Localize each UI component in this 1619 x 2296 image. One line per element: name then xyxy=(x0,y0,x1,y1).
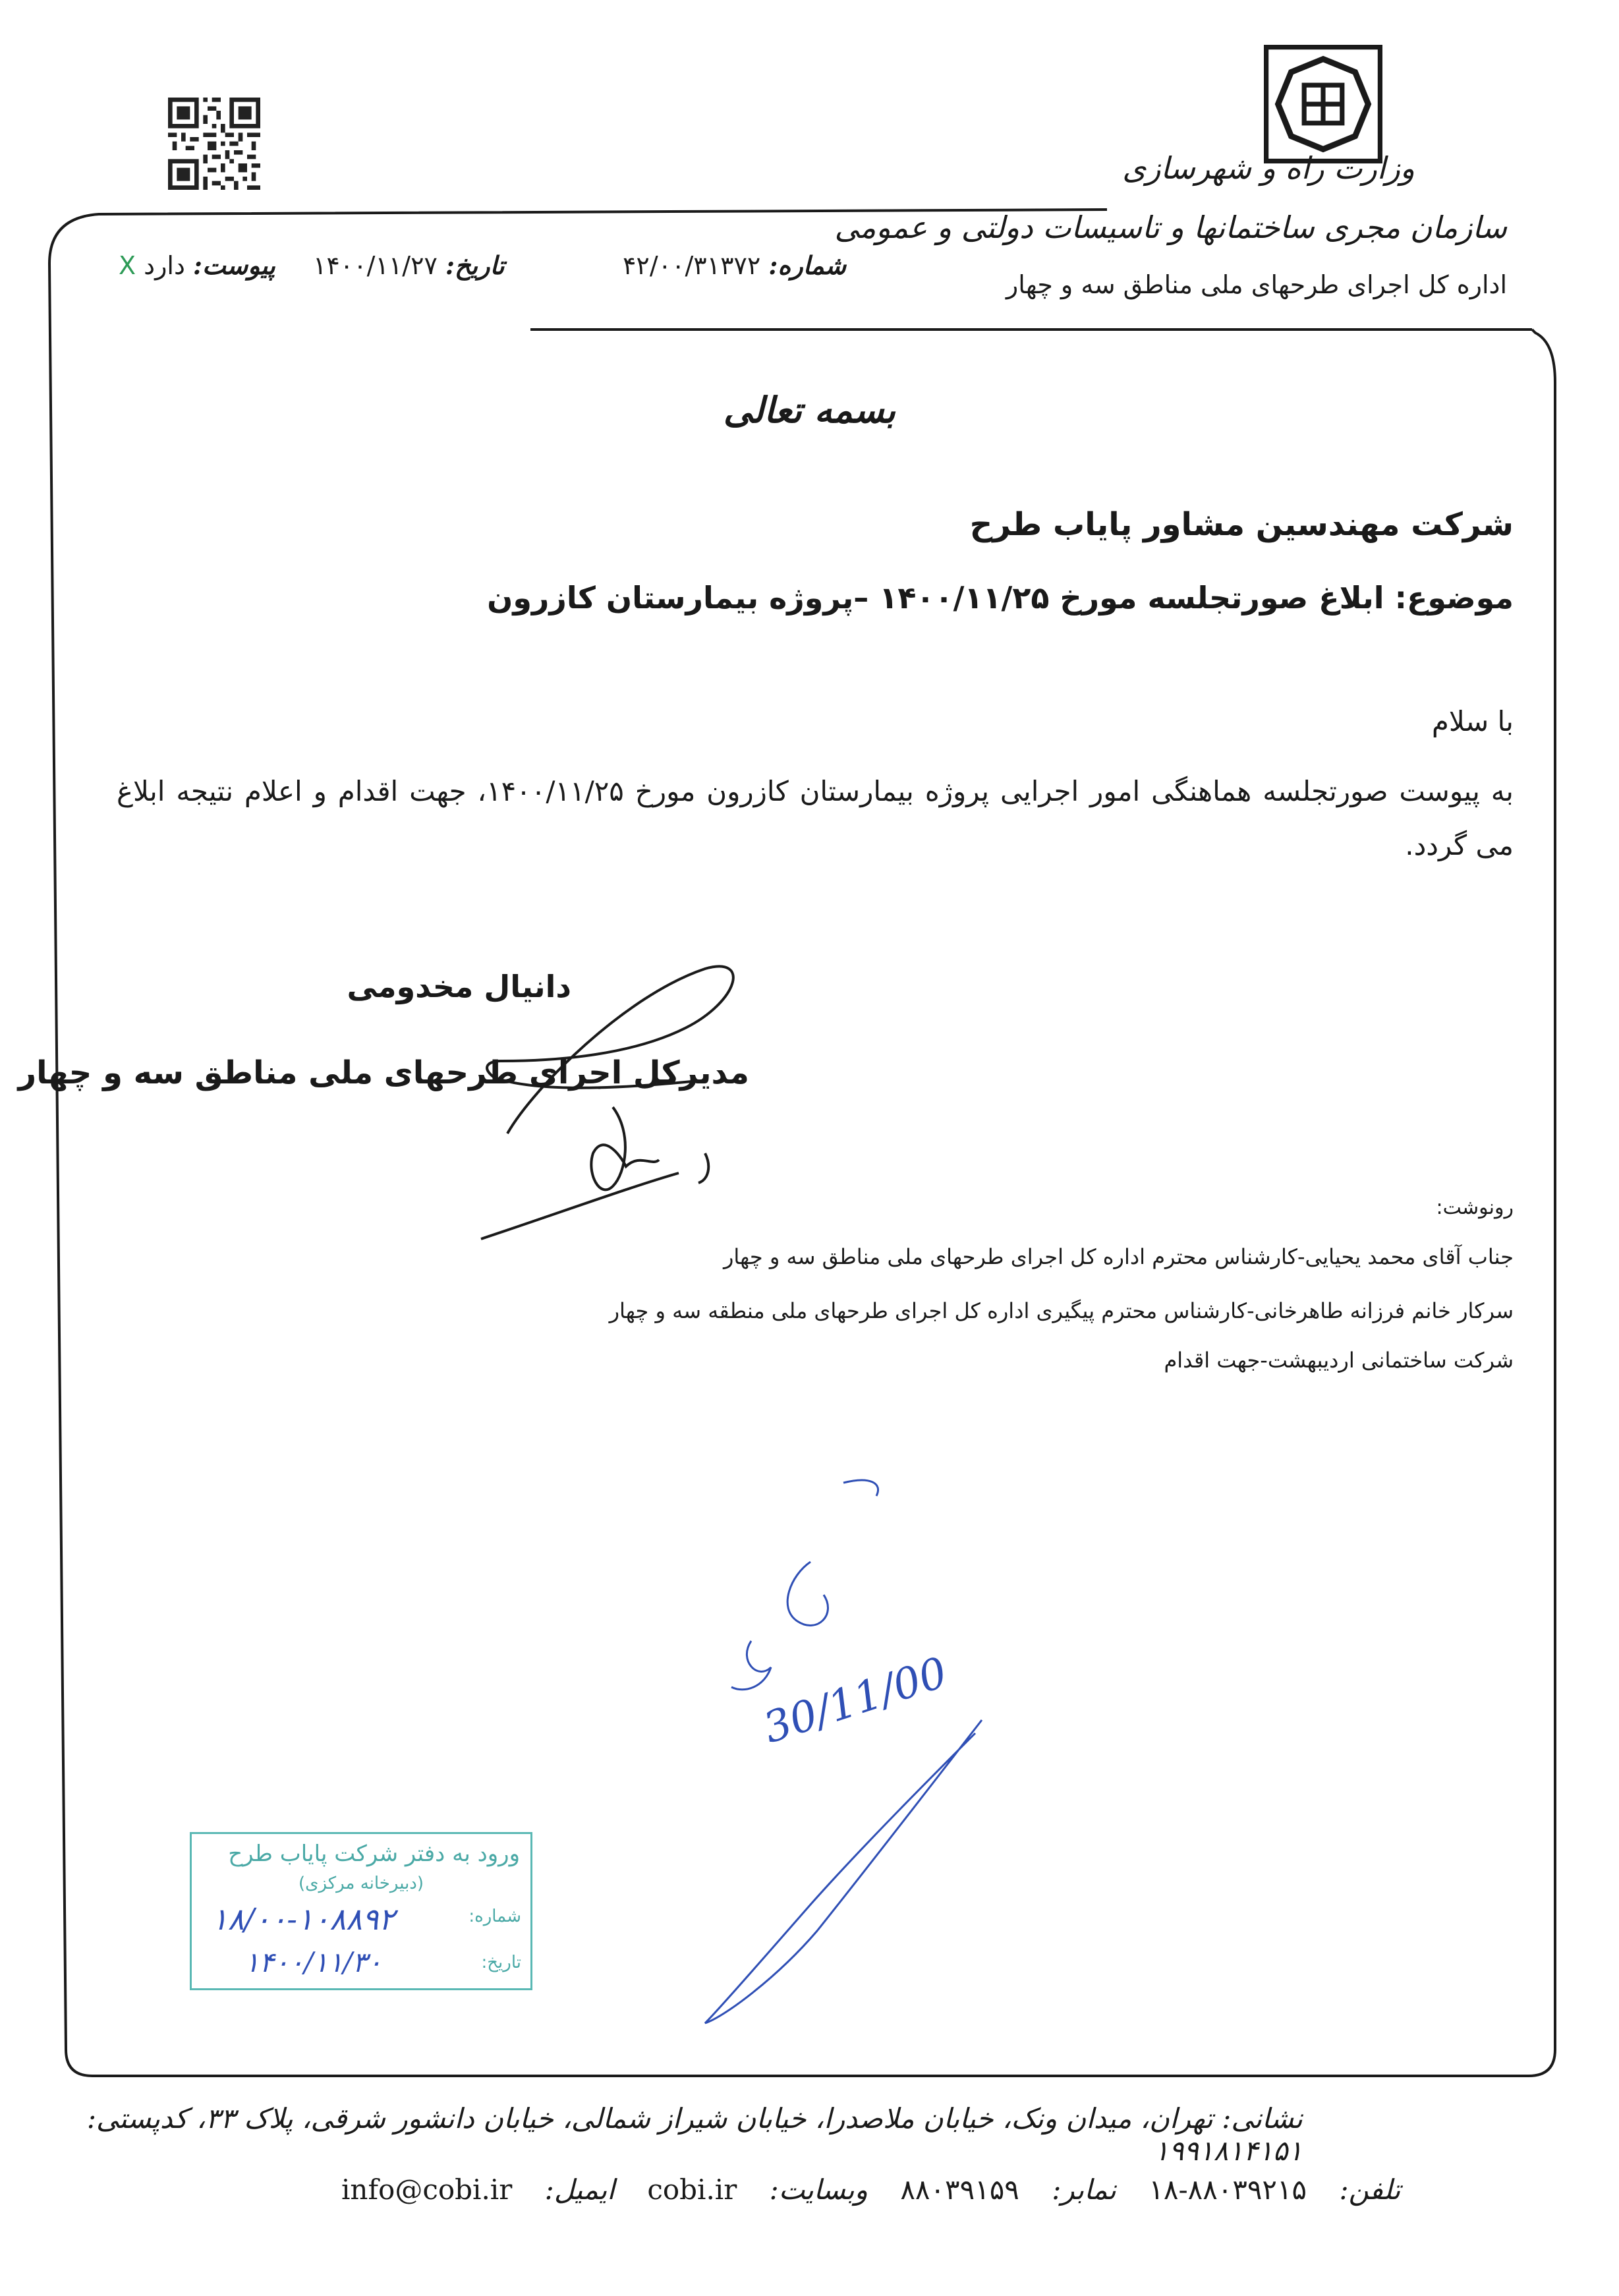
footer-fax: ۸۸۰۳۹۱۵۹ xyxy=(900,2173,1019,2206)
cc-label: رونوشت: xyxy=(1436,1196,1514,1219)
letter-date-label: تاریخ: xyxy=(445,250,505,280)
basmala: بسمه تعالی xyxy=(723,389,896,431)
cc-item: شرکت ساختمانی اردیبهشت-جهت اقدام xyxy=(1164,1348,1514,1373)
letter-body: به پیوست صورتجلسه هماهنگی امور اجرایی پروژه بیمارستان کازرون مورخ ۱۴۰۰/۱۱/۲۵، جهت اقدام و اعلام نتیجه ابلاغ می گردد. xyxy=(117,775,1514,861)
letter-attachment xyxy=(119,250,275,280)
footer-website: cobi.ir xyxy=(647,2173,737,2206)
stamp-number-label: شماره: xyxy=(469,1907,521,1926)
footer-address: نشانی: تهران، میدان ونک، خیابان ملاصدرا، خیابان شیراز شمالی، خیابان دانشور شرقی، پلاک ۳۳، کدپستی: ۱۹۹۱۸۱۴۱۵۱ xyxy=(86,2102,1303,2167)
stamp-subtitle: (دبیرخانه مرکزی) xyxy=(298,1874,424,1893)
stamp-date-value: ۱۴۰۰/۱۱/۳۰ xyxy=(244,1946,382,1978)
department-name: اداره کل اجرای طرحهای ملی مناطق سه و چهار xyxy=(1006,270,1507,299)
handwritten-signature-icon xyxy=(461,956,758,1259)
attachment-check-mark: X xyxy=(119,251,136,280)
footer-phone-label: تلفن: xyxy=(1339,2173,1401,2206)
stamp-title: ورود به دفتر شرکت پایاب طرح xyxy=(228,1841,520,1867)
ministry-name: وزارت راه و شهرسازی xyxy=(1122,150,1415,186)
handwritten-date-note: 30/11/00 xyxy=(758,1648,953,1754)
letter-date-value: ۱۴۰۰/۱۱/۲۷ xyxy=(313,251,438,280)
footer-phone: ۱۸-۸۸۰۳۹۲۱۵ xyxy=(1149,2173,1307,2206)
signer-title: مدیرکل اجرای طرحهای ملی مناطق سه و چهار xyxy=(18,1054,749,1091)
footer-email: info@cobi.ir xyxy=(341,2173,513,2206)
organization-name: سازمان مجری ساختمانها و تاسیسات دولتی و عمومی xyxy=(834,210,1507,245)
letter-number-value: ۴۲/۰۰/۳۱۳۷۲ xyxy=(623,251,761,280)
footer-website-label: وبسایت: xyxy=(769,2173,868,2206)
ministry-logo-icon xyxy=(1264,45,1382,163)
cc-item: جناب آقای محمد یحیایی-کارشناس محترم اداره کل اجرای طرحهای ملی مناطق سه و چهار xyxy=(723,1244,1514,1269)
letter-number xyxy=(623,250,846,280)
receipt-stamp xyxy=(190,1832,532,1990)
footer-fax-label: نمابر: xyxy=(1052,2173,1116,2206)
stamp-date-label: تاریخ: xyxy=(481,1953,521,1972)
attachment-label: پیوست: xyxy=(193,250,275,280)
attachment-value: دارد xyxy=(144,251,185,280)
subject-line: موضوع: ابلاغ صورتجلسه مورخ ۱۴۰۰/۱۱/۲۵ –پروژه بیمارستان کازرون xyxy=(487,580,1514,616)
signer-name: دانیال مخدومی xyxy=(347,969,571,1004)
handwritten-note-icon xyxy=(659,1470,1002,2030)
stamp-number-value: ۱۸/۰۰-۱۰۸۸۹۲ xyxy=(212,1901,395,1937)
cc-item: سرکار خانم فرزانه طاهرخانی-کارشناس محترم پیگیری اداره کل اجرای طرحهای ملی منطقه سه و چهار xyxy=(609,1298,1514,1323)
footer-contact xyxy=(329,2173,1412,2206)
footer-email-label: ایمیل: xyxy=(544,2173,615,2206)
letter-number-label: شماره: xyxy=(768,250,847,280)
qr-code-icon xyxy=(168,98,260,190)
greeting: با سلام xyxy=(1431,705,1514,737)
recipient: شرکت مهندسین مشاور پایاب طرح xyxy=(969,506,1514,543)
letter-date xyxy=(313,250,505,280)
